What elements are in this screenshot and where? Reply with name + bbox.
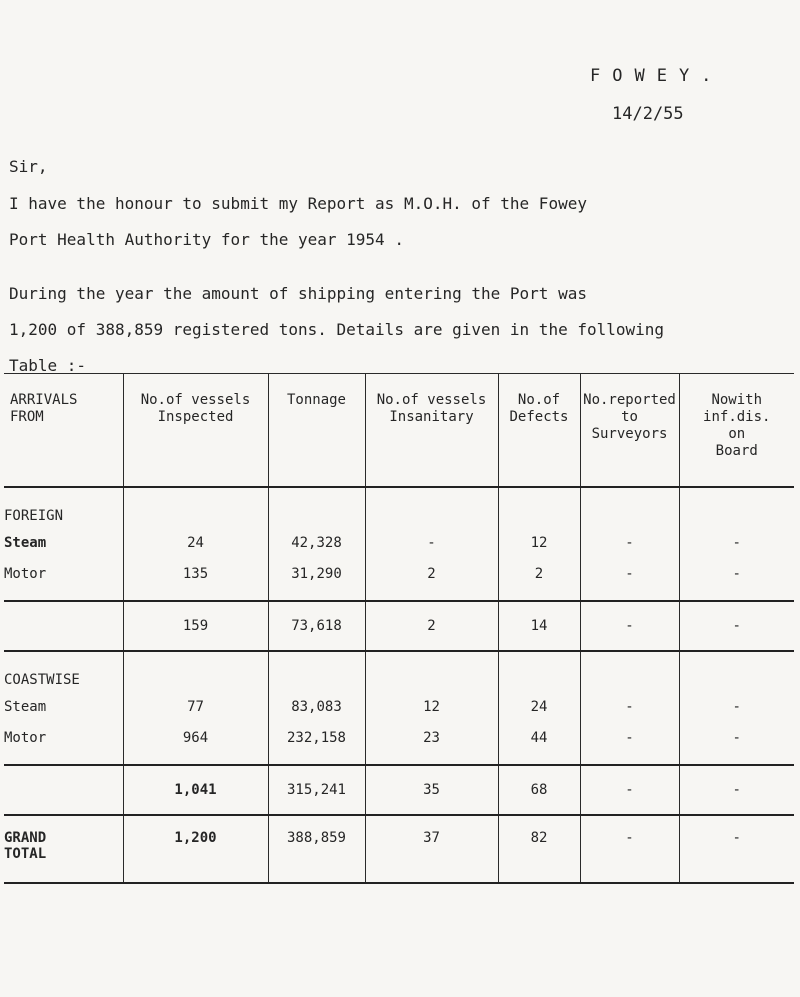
table-cell: 12 [498,526,580,560]
paragraph-line: During the year the amount of shipping entering the Port was [9,284,587,303]
table-cell: 42,328 [268,526,365,560]
paragraph-line: Table :- [9,356,87,375]
paragraph-1 [9,186,794,258]
table-cell: 135 [123,560,268,601]
table-cell: 2 [365,601,498,651]
table-cell: 2 [498,560,580,601]
section-row-foreign [4,487,794,526]
table-cell: 2 [365,560,498,601]
table-cell: 37 [365,815,498,883]
table-row [4,560,794,601]
table-cell: 159 [123,601,268,651]
grand-total-label: GRAND TOTAL [4,815,123,883]
table-cell: 1,041 [123,765,268,815]
table-cell: - [365,526,498,560]
section-title: COASTWISE [4,672,80,688]
header-vessels-inspected: No.of vessels Inspected [123,374,268,488]
table-row [4,526,794,560]
row-label: Motor [4,566,47,582]
subtotal-row-foreign [4,601,794,651]
table-cell: 12 [365,690,498,724]
salutation: Sir, [9,157,48,176]
table-cell: - [580,560,679,601]
table-cell: 77 [123,690,268,724]
table-cell: 83,083 [268,690,365,724]
table-cell: 68 [498,765,580,815]
table-cell: - [580,690,679,724]
grand-total-row [4,815,794,883]
table-cell: - [679,690,794,724]
header-tonnage: Tonnage [268,374,365,488]
paragraph-line: Port Health Authority for the year 1954 . [9,230,404,249]
table-cell: 24 [123,526,268,560]
section-row-coastwise [4,651,794,690]
header-arrivals-from: ARRIVALS FROM [10,392,78,425]
table-cell: - [679,765,794,815]
paragraph-line: 1,200 of 388,859 registered tons. Details are given in the following [9,320,665,339]
table-cell: 964 [123,724,268,765]
header-vessels-insanitary: No.of vessels Insanitary [365,374,498,488]
table-cell: 23 [365,724,498,765]
row-label: Steam [4,699,47,715]
table-cell: - [580,724,679,765]
shipping-table [4,373,794,884]
place-heading: FOWEY. [590,66,724,86]
table-cell: 82 [498,815,580,883]
table-cell: - [679,560,794,601]
table-cell: 1,200 [123,815,268,883]
table-cell: - [679,601,794,651]
letter-date: 14/2/55 [612,104,684,124]
table-row [4,690,794,724]
table-cell: - [580,815,679,883]
row-label: Steam [4,535,47,551]
header-infectious-disease: Nowith inf.dis. on Board [679,374,794,488]
table-cell: 315,241 [268,765,365,815]
table-header-row [4,374,794,488]
paragraph-2 [9,276,794,384]
header-reported-surveyors: No.reported to Surveyors [580,374,679,488]
header-defects: No.of Defects [498,374,580,488]
table-cell: - [580,526,679,560]
table-cell: 44 [498,724,580,765]
table-cell: 35 [365,765,498,815]
table-cell: 24 [498,690,580,724]
table-cell: - [679,724,794,765]
table-cell: - [580,765,679,815]
table-cell: 73,618 [268,601,365,651]
table-row [4,724,794,765]
table-cell: - [679,815,794,883]
section-title: FOREIGN [4,508,64,524]
subtotal-row-coastwise [4,765,794,815]
row-label: Motor [4,730,47,746]
table-cell: - [679,526,794,560]
table-cell: 388,859 [268,815,365,883]
table-cell: - [580,601,679,651]
paragraph-line: I have the honour to submit my Report as M.O.H. of the Fowey [9,194,587,213]
table-cell: 232,158 [268,724,365,765]
table-cell: 14 [498,601,580,651]
table-cell: 31,290 [268,560,365,601]
